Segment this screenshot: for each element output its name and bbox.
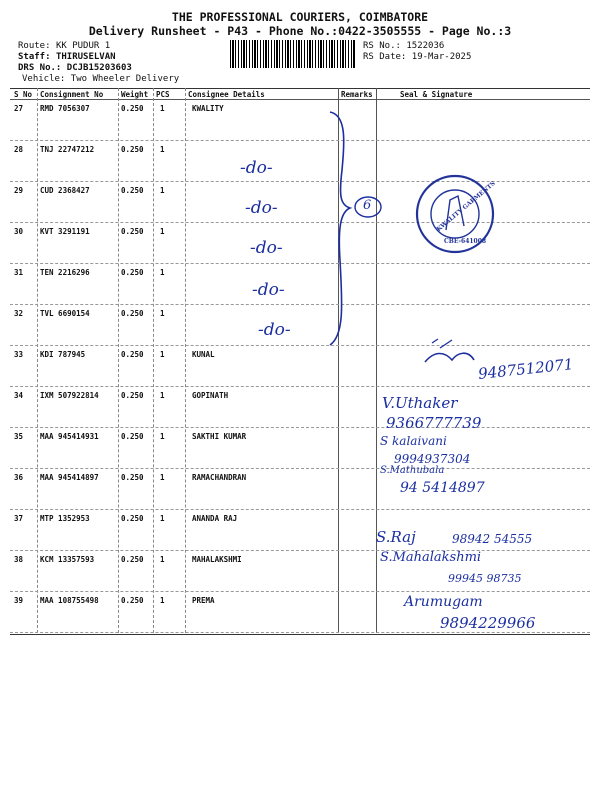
row-sno: 35	[14, 432, 24, 441]
name-34: V.Uthaker	[382, 394, 458, 412]
row-weight: 0.250	[121, 432, 144, 441]
col-header-pcs: PCS	[156, 90, 170, 99]
row-pcs: 1	[160, 596, 165, 605]
signature-33	[425, 353, 474, 362]
row-sno: 36	[14, 473, 24, 482]
rs-no-label: RS No.:	[363, 41, 401, 51]
ditto-32: -do-	[258, 320, 291, 340]
ditto-28: -do-	[240, 158, 273, 178]
row-weight: 0.250	[121, 350, 144, 359]
row-pcs: 1	[160, 391, 165, 400]
row-consignment-no: RMD 7056307	[40, 104, 90, 113]
row-weight: 0.250	[121, 473, 144, 482]
row-pcs: 1	[160, 350, 165, 359]
rs-date-value: 19-Mar-2025	[411, 52, 472, 62]
col-header-remarks: Remarks	[341, 90, 373, 99]
row-sno: 39	[14, 596, 24, 605]
col-header-consignee: Consignee Details	[188, 90, 265, 99]
row-consignment-no: TVL 6690154	[40, 309, 90, 318]
row-sno: 32	[14, 309, 24, 318]
row-consignee: GOPINATH	[192, 391, 229, 400]
phone-39: 9894229966	[440, 614, 536, 632]
phone-36: 94 5414897	[400, 480, 485, 496]
row-sno: 28	[14, 145, 24, 154]
rs-no-value: 1522036	[406, 41, 445, 51]
runsheet-title: Delivery Runsheet - P43 - Phone No.:0422-3505555 - Page No.:3	[88, 24, 512, 38]
row-sno: 34	[14, 391, 24, 400]
row-consignee: PREMA	[192, 596, 215, 605]
drs-value: DCJB15203603	[66, 63, 132, 73]
vehicle-value: Two Wheeler Delivery	[70, 74, 180, 84]
row-consignment-no: MTP 1352953	[40, 514, 90, 523]
row-pcs: 1	[160, 473, 165, 482]
row-consignment-no: KVT 3291191	[40, 227, 90, 236]
row-pcs: 1	[160, 145, 165, 154]
row-consignee: KWALITY	[192, 104, 224, 113]
row-consignee: ANANDA RAJ	[192, 514, 238, 523]
row-weight: 0.250	[121, 268, 144, 277]
phone-34: 9366777739	[386, 414, 482, 432]
row-weight: 0.250	[121, 555, 144, 564]
row-weight: 0.250	[121, 596, 144, 605]
route-label: Route:	[18, 41, 51, 51]
row-pcs: 1	[160, 227, 165, 236]
name-36: S.Mathubala	[380, 465, 445, 476]
col-header-sno: S No	[14, 90, 33, 99]
row-sno: 27	[14, 104, 24, 113]
row-consignment-no: TEN 2216296	[40, 268, 90, 277]
row-consignee: SAKTHI KUMAR	[192, 432, 247, 441]
company-title: THE PROFESSIONAL COURIERS, COIMBATORE	[171, 10, 429, 24]
row-consignment-no: MAA 945414897	[40, 473, 99, 482]
drs-label: DRS No.:	[18, 63, 62, 73]
phone-38: 99945 98735	[448, 572, 522, 585]
phone-37: 98942 54555	[452, 532, 533, 546]
row-pcs: 1	[160, 186, 165, 195]
row-consignee: KUNAL	[192, 350, 215, 359]
row-weight: 0.250	[121, 391, 144, 400]
row-consignment-no: KDI 787945	[40, 350, 86, 359]
phone-33: 9487512071	[477, 355, 575, 383]
row-pcs: 1	[160, 555, 165, 564]
col-header-seal-signature: Seal & Signature	[400, 90, 473, 99]
ditto-29: -do-	[245, 198, 278, 218]
row-consignment-no: MAA 108755498	[40, 596, 99, 605]
phone-35: 9994937304	[394, 452, 471, 466]
rs-date-label: RS Date:	[363, 52, 407, 62]
row-consignment-no: CUD 2368427	[40, 186, 90, 195]
row-sno: 37	[14, 514, 24, 523]
ditto-31: -do-	[252, 280, 285, 300]
ditto-30: -do-	[250, 238, 283, 258]
row-weight: 0.250	[121, 186, 144, 195]
row-pcs: 1	[160, 268, 165, 277]
name-35: S kalaivani	[380, 434, 447, 448]
stamp-city: CBE-641008	[444, 238, 487, 245]
row-consignee: MAHALAKSHMI	[192, 555, 242, 564]
vehicle-label: Vehicle:	[22, 74, 66, 84]
row-sno: 30	[14, 227, 24, 236]
row-pcs: 1	[160, 514, 165, 523]
row-sno: 29	[14, 186, 24, 195]
row-weight: 0.250	[121, 227, 144, 236]
row-weight: 0.250	[121, 309, 144, 318]
row-sno: 31	[14, 268, 24, 277]
stamp-name: KWALITY GARMENTS	[435, 179, 497, 234]
row-consignment-no: TNJ 22747212	[40, 145, 95, 154]
row-consignment-no: MAA 945414931	[40, 432, 99, 441]
row-pcs: 1	[160, 104, 165, 113]
name-38: S.Mahalakshmi	[380, 550, 482, 565]
col-header-weight: Weight	[121, 90, 149, 99]
staff-value: THIRUSELVAN	[55, 52, 116, 62]
col-header-consignment: Consignment No	[40, 90, 104, 99]
row-weight: 0.250	[121, 104, 144, 113]
staff-label: Staff:	[18, 52, 51, 62]
signature-33-top	[432, 339, 452, 348]
row-pcs: 1	[160, 432, 165, 441]
row-sno: 38	[14, 555, 24, 564]
brace-mark	[330, 112, 350, 345]
count-remark: 6	[363, 198, 372, 213]
row-sno: 33	[14, 350, 24, 359]
row-weight: 0.250	[121, 145, 144, 154]
row-consignment-no: IXM 507922814	[40, 391, 99, 400]
name-39: Arumugam	[404, 594, 483, 610]
route-value: KK PUDUR 1	[55, 41, 111, 51]
row-consignment-no: KCM 13357593	[40, 555, 95, 564]
row-weight: 0.250	[121, 514, 144, 523]
row-pcs: 1	[160, 309, 165, 318]
signature-37: S.Raj	[376, 528, 416, 546]
row-consignee: RAMACHANDRAN	[192, 473, 247, 482]
